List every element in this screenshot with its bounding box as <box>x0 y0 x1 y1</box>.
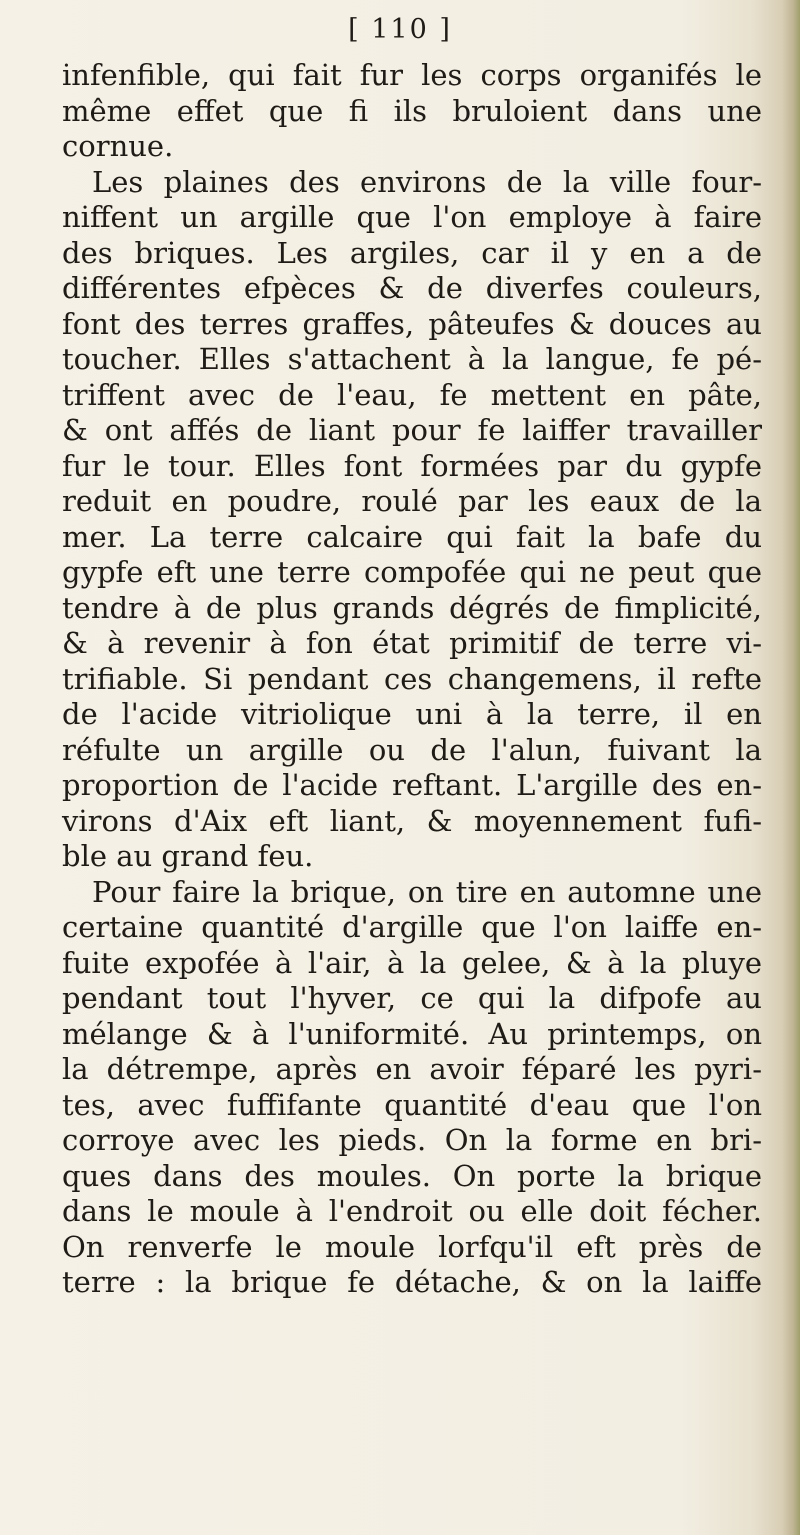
text-line: corroye avec les pieds. On la forme en bri- <box>62 1123 762 1157</box>
text-line: de l'acide vitriolique uni à la terre, il en <box>62 697 762 731</box>
text-line: mer. La terre calcaire qui fait la bafe du <box>62 519 762 554</box>
text-line: fur le tour. Elles font formées par du gypfe <box>62 448 762 483</box>
text-line: terre : la brique fe détache, & on la laiffe <box>62 1265 762 1299</box>
text-line: proportion de l'acide reftant. L'argille des en- <box>62 768 762 802</box>
text-line: certaine quantité d'argille que l'on laiffe en- <box>62 910 762 944</box>
text-line: ques dans des moules. On porte la brique <box>62 1158 762 1193</box>
text-line: triffent avec de l'eau, fe mettent en pâte, <box>62 377 762 412</box>
text-line: mélange & à l'uniformité. Au printemps, on <box>62 1016 762 1051</box>
text-line: dans le moule à l'endroit ou elle doit fécher. <box>62 1194 762 1228</box>
text-line: réfulte un argille ou de l'alun, fuivant la <box>62 732 762 767</box>
text-line: trifiable. Si pendant ces changemens, il refte <box>62 661 762 696</box>
text-line: & à revenir à fon état primitif de terre vi- <box>62 626 762 660</box>
text-line: reduit en poudre, roulé par les eaux de la <box>62 484 762 518</box>
text-line: Pour faire la brique, on tire en automne une <box>92 874 762 909</box>
text-line: fuite expofée à l'air, à la gelee, & à la pluye <box>62 945 762 980</box>
text-line: des briques. Les argiles, car il y en a de <box>62 235 762 270</box>
page-number: [ 110 ] <box>348 14 452 45</box>
page-edge-shadow <box>782 0 800 1535</box>
text-line: cornue. <box>62 129 174 163</box>
text-line: font des terres graffes, pâteufes & douces au <box>62 306 762 341</box>
text-line: même effet que fi ils bruloient dans une <box>62 93 762 128</box>
body-text <box>62 58 762 1301</box>
text-line: gypfe eft une terre compofée qui ne peut que <box>62 555 762 589</box>
text-line: pendant tout l'hyver, ce qui la difpofe au <box>62 981 762 1015</box>
text-line: la détrempe, après en avoir féparé les pyri- <box>62 1052 762 1086</box>
text-line: infenfible, qui fait fur les corps organifés le <box>62 58 762 92</box>
text-line: & ont affés de liant pour fe laiffer travailler <box>62 413 762 447</box>
text-line: tendre à de plus grands dégrés de fimplicité, <box>62 590 762 625</box>
text-line: tes, avec fuffifante quantité d'eau que l'on <box>62 1087 762 1122</box>
text-line: On renverfe le moule lorfqu'il eft près de <box>62 1229 762 1264</box>
text-line: Les plaines des environs de la ville four- <box>92 164 762 199</box>
text-line: niffent un argille que l'on employe à faire <box>62 200 762 234</box>
text-line: ble au grand feu. <box>62 839 314 873</box>
text-line: toucher. Elles s'attachent à la langue, fe pé- <box>62 342 762 376</box>
text-line: différentes efpèces & de diverfes couleurs, <box>62 271 762 305</box>
text-line: virons d'Aix eft liant, & moyennement fufi- <box>62 803 762 838</box>
